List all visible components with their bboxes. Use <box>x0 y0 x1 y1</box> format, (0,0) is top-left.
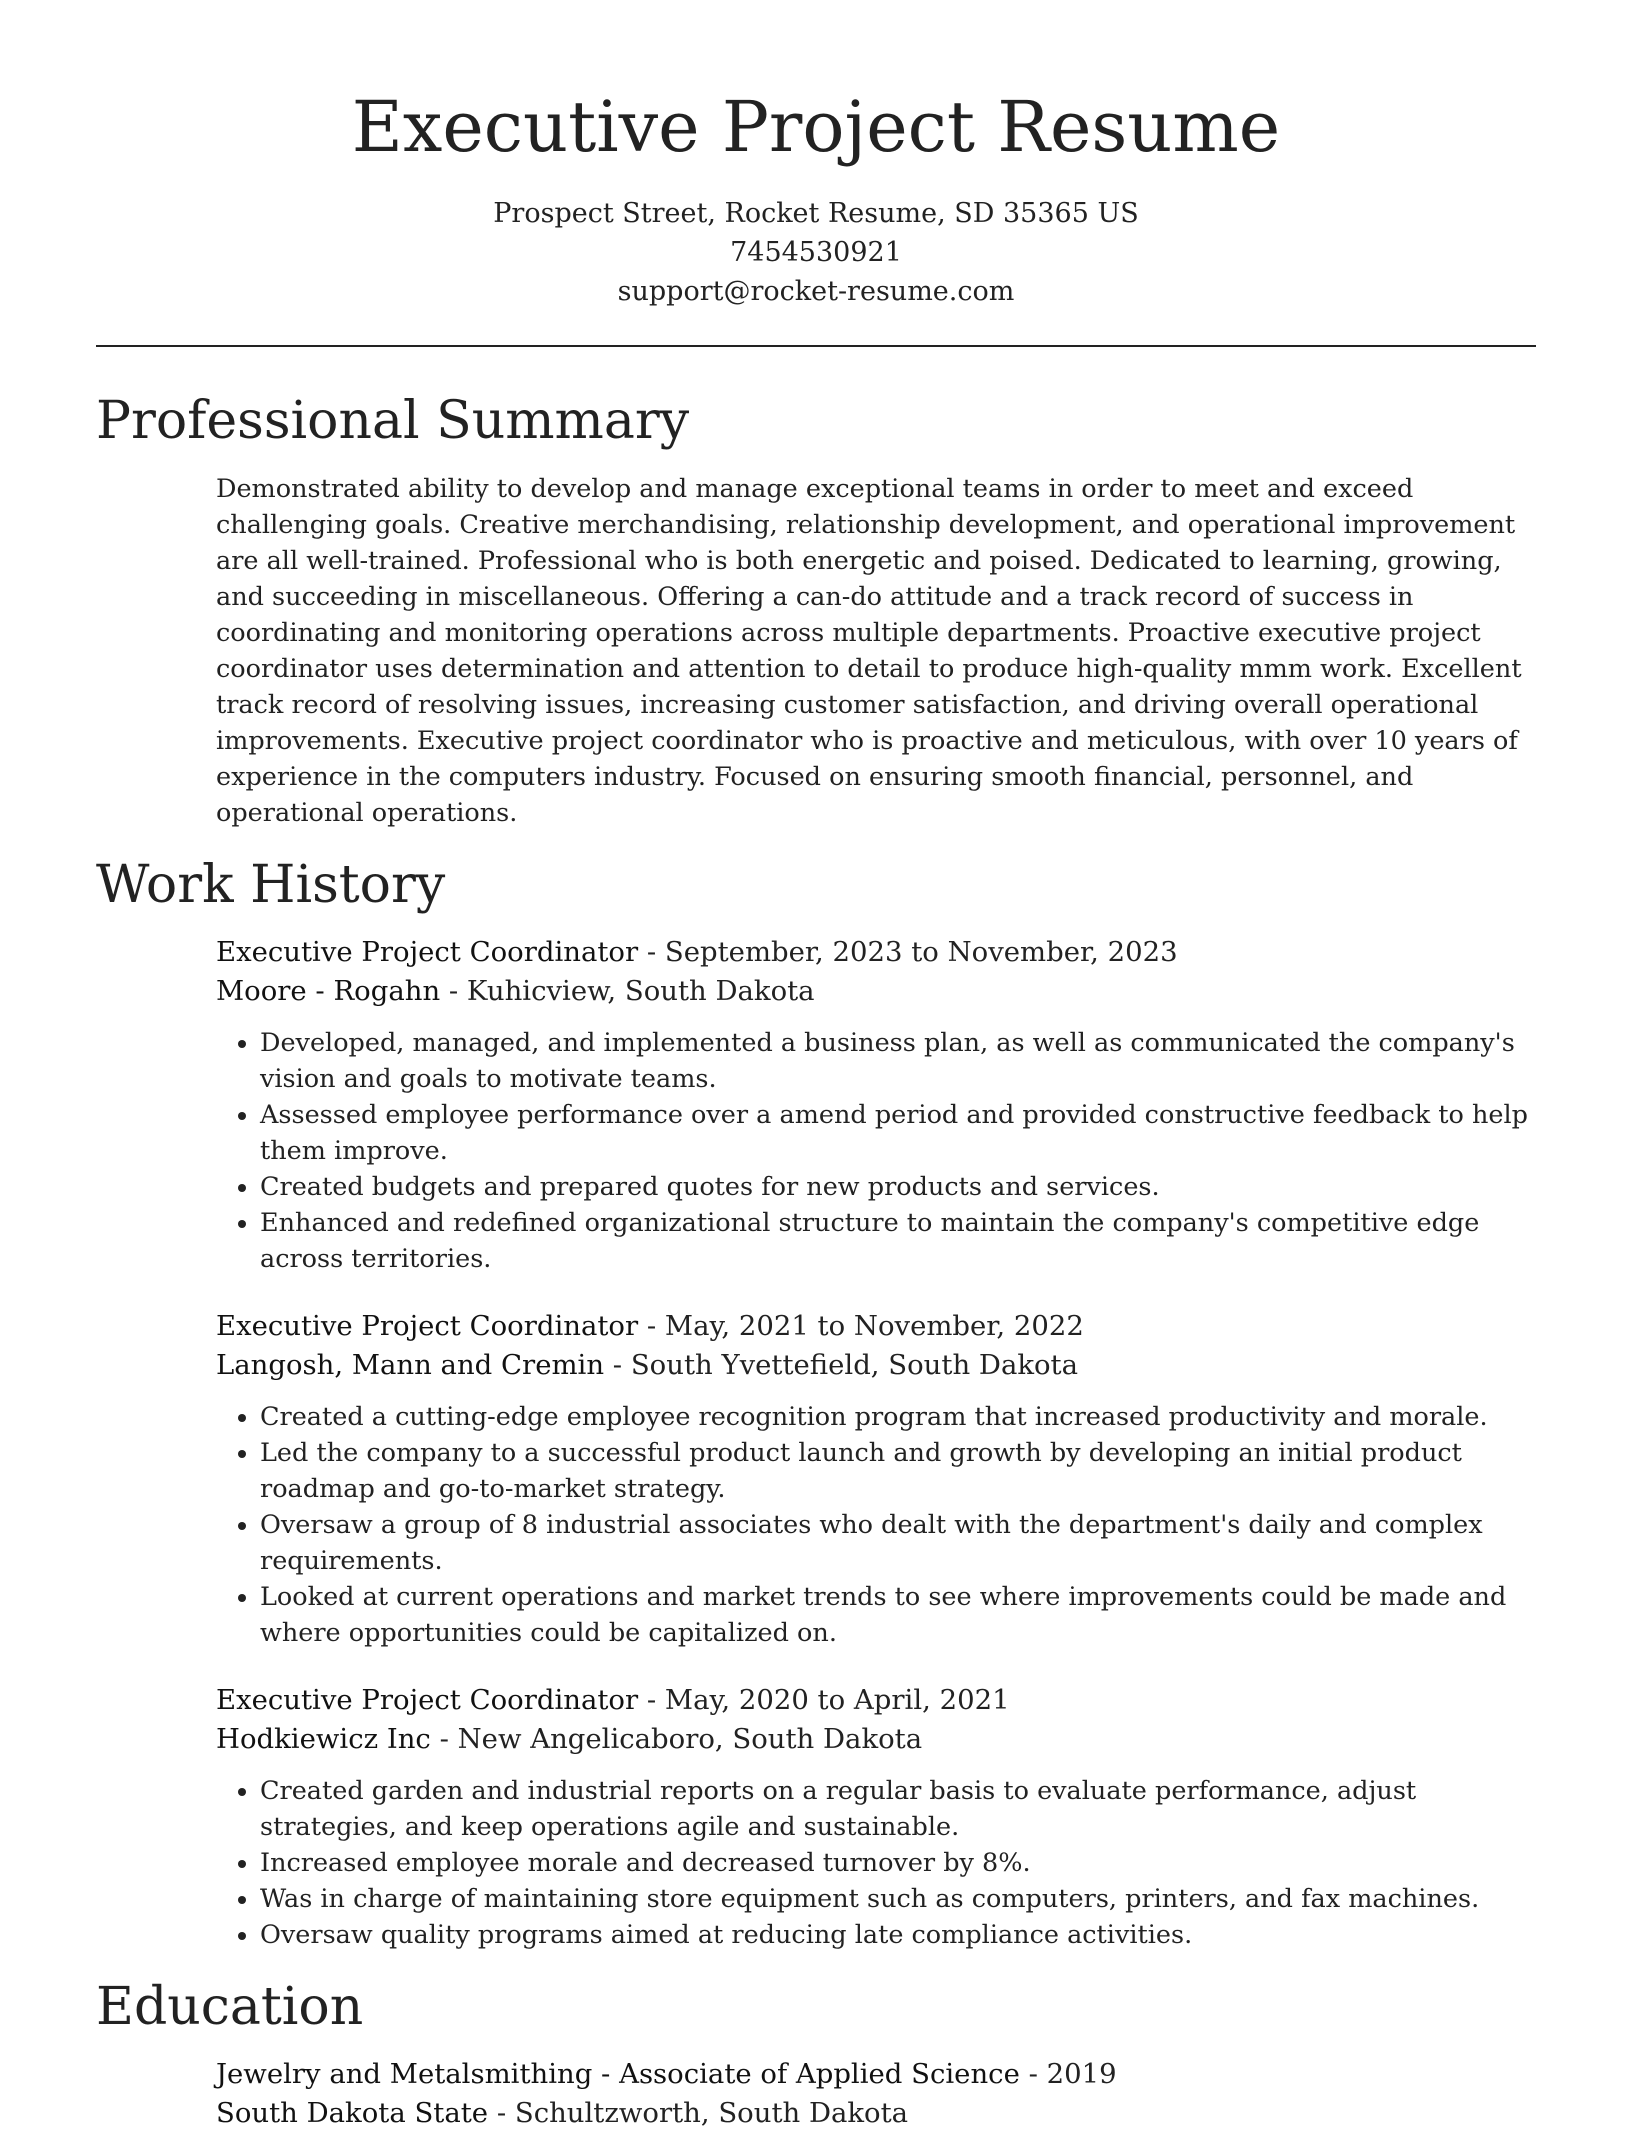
education-heading: Education <box>96 1977 364 2037</box>
job-bullet: • Oversaw quality programs aimed at reducing late compliance activities. <box>260 1917 1536 1953</box>
education-degree: Jewelry and Metalsmithing - Associate of Applied Science <box>216 2058 1020 2090</box>
job-bullet: • Increased employee morale and decreased turnover by 8%. <box>260 1845 1536 1881</box>
job-role: Executive Project Coordinator <box>216 936 639 968</box>
education-location: - Schultzworth, South Dakota <box>488 2097 909 2129</box>
resume-header <box>0 0 1632 311</box>
job-bullet: • Created a cutting-edge employee recognition program that increased productivity and morale. <box>260 1399 1536 1435</box>
summary-section <box>0 389 1632 831</box>
job-company: Langosh, Mann and Cremin <box>216 1349 605 1381</box>
job-dates: - September, 2023 to November, 2023 <box>638 936 1178 968</box>
contact-block <box>0 194 1632 311</box>
job-bullets <box>216 1025 1536 1277</box>
address: Prospect Street, Rocket Resume, SD 35365 US <box>493 198 1139 229</box>
education-school: South Dakota State <box>216 2097 489 2129</box>
header-divider <box>96 345 1536 347</box>
job-title-line <box>216 1681 1536 1720</box>
job-bullet: • Oversaw a group of 8 industrial associates who dealt with the department's daily and complex requirements. <box>260 1507 1536 1579</box>
job-title-line <box>216 933 1536 972</box>
job-location: - Kuhicview, South Dakota <box>440 975 815 1007</box>
job-bullets <box>216 1773 1536 1953</box>
job-bullet: • Created budgets and prepared quotes for new products and services. <box>260 1169 1536 1205</box>
job-bullet: • Developed, managed, and implemented a business plan, as well as communicated the company's vision and goals to motivate teams. <box>260 1025 1536 1097</box>
education-section <box>0 1975 1632 2133</box>
job-entry <box>216 1307 1536 1651</box>
job-bullets <box>216 1399 1536 1651</box>
job-bullet: • Looked at current operations and market trends to see where improvements could be made and where opportunities could be capitalized on. <box>260 1579 1536 1651</box>
job-dates: - May, 2021 to November, 2022 <box>638 1310 1084 1342</box>
work-history-section <box>0 853 1632 1953</box>
job-location: - New Angelicaboro, South Dakota <box>430 1723 923 1755</box>
job-title-line <box>216 1307 1536 1346</box>
education-entry <box>216 2055 1536 2133</box>
job-bullet: • Assessed employee performance over a amend period and provided constructive feedback to help them improve. <box>260 1097 1536 1169</box>
job-company-line <box>216 1720 1536 1759</box>
job-entry <box>216 1681 1536 1953</box>
education-school-line <box>216 2094 1536 2133</box>
job-company: Hodkiewicz Inc <box>216 1723 431 1755</box>
job-role: Executive Project Coordinator <box>216 1310 639 1342</box>
resume-title: Executive Project Resume <box>351 86 1281 168</box>
job-bullet: • Enhanced and redefined organizational structure to maintain the company's competitive edge across territories. <box>260 1205 1536 1277</box>
phone: 7454530921 <box>730 237 902 268</box>
work-history-heading: Work History <box>96 855 446 915</box>
job-company-line <box>216 1346 1536 1385</box>
job-bullet: • Was in charge of maintaining store equipment such as computers, printers, and fax machines. <box>260 1881 1536 1917</box>
job-company: Moore - Rogahn <box>216 975 441 1007</box>
summary-text: Demonstrated ability to develop and manage exceptional teams in order to meet and exceed challenging goals. Creative merchandising, relationship development, and operational improvement are all well-trained. Professional who is both energetic and poised. Dedicated to learning, growing, and succeeding in miscellaneous. Offering a can-do attitude and a track record of success in coordinating and monitoring operations across multiple departments. Proactive executive project coordinator uses determination and attention to detail to produce high-quality mmm work. Excellent track record of resolving issues, increasing customer satisfaction, and driving overall operational improvements. Executive project coordinator who is proactive and meticulous, with over 10 years of experience in the computers industry. Focused on ensuring smooth financial, personnel, and operational operations. <box>216 474 1522 828</box>
job-bullet: • Created garden and industrial reports on a regular basis to evaluate performance, adjust strategies, and keep operations agile and sustainable. <box>260 1773 1536 1845</box>
job-entry <box>216 933 1536 1277</box>
education-degree-line <box>216 2055 1536 2094</box>
job-role: Executive Project Coordinator <box>216 1684 639 1716</box>
job-dates: - May, 2020 to April, 2021 <box>638 1684 1010 1716</box>
job-location: - South Yvettefield, South Dakota <box>604 1349 1079 1381</box>
summary-heading: Professional Summary <box>96 391 690 451</box>
job-bullet: • Led the company to a successful product launch and growth by developing an initial product roadmap and go-to-market strategy. <box>260 1435 1536 1507</box>
email: support@rocket-resume.com <box>617 276 1015 307</box>
job-company-line <box>216 972 1536 1011</box>
education-year: - 2019 <box>1019 2058 1117 2090</box>
